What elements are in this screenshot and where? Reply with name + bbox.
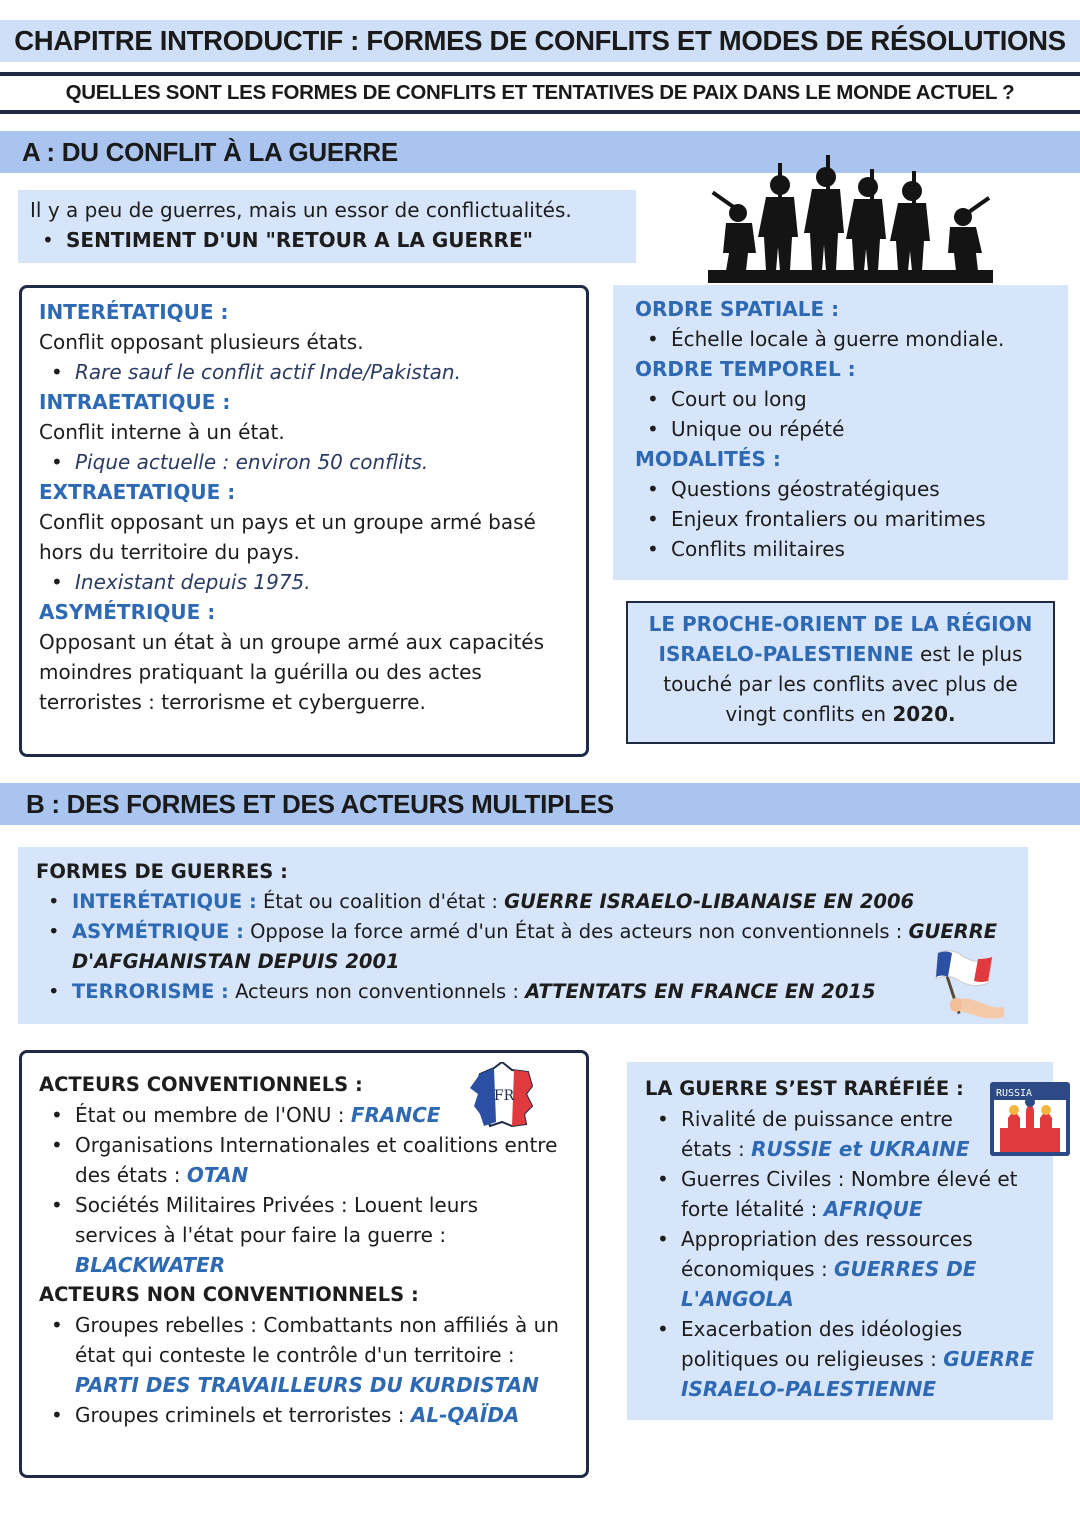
- conv-item: • État ou membre de l'ONU : FRANCE: [39, 1100, 579, 1130]
- callout-highlight-1: LE PROCHE-ORIENT DE LA RÉGION: [648, 612, 1033, 636]
- asymetrique-desc: Opposant un état à un groupe armé aux capacités moindres pratiquant la guérilla ou des actes terroristes : terrorisme et cyberguerre.: [39, 630, 545, 714]
- modalites-item: • Questions géostratégiques: [635, 474, 1068, 504]
- conflict-types-box: [19, 285, 589, 757]
- interetatique-desc: Conflit opposant plusieurs états.: [39, 330, 364, 354]
- modalites-item: • Conflits militaires: [635, 534, 1068, 564]
- temporal-item: • Unique ou répété: [635, 414, 1068, 444]
- rarefied-item: • Appropriation des ressources économiques : GUERRES DE L'ANGOLA: [645, 1224, 1021, 1314]
- conv-item: • Sociétés Militaires Privées : Louent leurs services à l'état pour faire la guerre : BLACKWATER: [39, 1190, 545, 1280]
- temporal-item: • Court ou long: [635, 384, 1068, 414]
- callout-text: est le plus touché par les conflits avec plus de vingt conflits en: [663, 642, 1023, 726]
- intraetatique-note: • Pique actuelle : environ 50 conflits.: [39, 447, 586, 477]
- extraetatique-label: EXTRAETATIQUE :: [39, 480, 236, 504]
- intraetatique-desc: Conflit interne à un état.: [39, 420, 285, 444]
- spatial-item: • Échelle locale à guerre mondiale.: [635, 324, 1068, 354]
- nonconv-label: ACTEURS NON CONVENTIONNELS :: [39, 1283, 419, 1306]
- form-item: • TERRORISME : Acteurs non conventionnels : ATTENTATS EN FRANCE EN 2015: [36, 977, 1028, 1007]
- intro-text: Il y a peu de guerres, mais un essor de conflictualités.: [30, 198, 572, 222]
- page-subtitle: QUELLES SONT LES FORMES DE CONFLITS ET TENTATIVES DE PAIX DANS LE MONDE ACTUEL ?: [65, 81, 1015, 104]
- section-b-heading: B : DES FORMES ET DES ACTEURS MULTIPLES: [26, 789, 614, 819]
- proche-orient-callout: [626, 601, 1055, 744]
- russia-badge-label: RUSSIA: [995, 1088, 1033, 1099]
- france-map-icon: [470, 1062, 538, 1128]
- callout-highlight-2: ISRAELO-PALESTIENNE: [658, 642, 914, 666]
- intraetatique-label: INTRAETATIQUE :: [39, 390, 231, 414]
- nonconv-item: • Groupes rebelles : Combattants non affiliés à un état qui conteste le contrôle d'un territoire : PARTI DES TRAVAILLEURS DU KURDISTAN: [39, 1310, 575, 1400]
- russia-kremlin-icon: [990, 1082, 1070, 1156]
- rarefied-label: LA GUERRE S’EST RARÉFIÉE :: [645, 1077, 964, 1100]
- forms-label: FORMES DE GUERRES :: [36, 860, 288, 883]
- french-flag-hand-icon: [928, 945, 1008, 1023]
- conv-item: • Organisations Internationales et coalitions entre des états : OTAN: [39, 1130, 579, 1190]
- page-title: CHAPITRE INTRODUCTIF : FORMES DE CONFLITS ET MODES DE RÉSOLUTIONS: [14, 25, 1066, 56]
- extraetatique-desc: Conflit opposant un pays et un groupe armé basé hors du territoire du pays.: [39, 510, 536, 564]
- intro-bullet: • SENTIMENT D'UN "RETOUR A LA GUERRE": [30, 225, 636, 255]
- conv-label: ACTEURS CONVENTIONNELS :: [39, 1073, 363, 1096]
- orders-panel: [613, 285, 1068, 580]
- rarefied-item: • Rivalité de puissance entre états : RUSSIE et UKRAINE: [645, 1104, 996, 1164]
- form-item: • INTERÉTATIQUE : État ou coalition d'état : GUERRE ISRAELO-LIBANAISE EN 2006: [36, 887, 1028, 917]
- soldiers-silhouette-icon: [708, 155, 993, 283]
- section-a-heading: A : DU CONFLIT À LA GUERRE: [22, 137, 398, 167]
- rarefied-item: • Exacerbation des idéologies politiques ou religieuses : GUERRE ISRAELO-PALESTIENNE: [645, 1314, 1051, 1404]
- nonconv-item: • Groupes criminels et terroristes : AL-QAÏDA: [39, 1400, 579, 1430]
- modalites-item: • Enjeux frontaliers ou maritimes: [635, 504, 1068, 534]
- extraetatique-note: • Inexistant depuis 1975.: [39, 567, 586, 597]
- temporal-label: ORDRE TEMPOREL :: [635, 357, 856, 381]
- subtitle-rule-top: [0, 72, 1080, 76]
- rarefied-item: • Guerres Civiles : Nombre élevé et forte létalité : AFRIQUE: [645, 1164, 1041, 1224]
- callout-year: 2020.: [892, 702, 956, 726]
- modalites-label: MODALITÉS :: [635, 447, 781, 471]
- spatial-label: ORDRE SPATIALE :: [635, 297, 840, 321]
- subtitle-rule-bottom: [0, 110, 1080, 114]
- asymetrique-label: ASYMÉTRIQUE :: [39, 600, 216, 624]
- france-map-label: FR: [493, 1088, 515, 1104]
- form-item: • ASYMÉTRIQUE : Oppose la force armé d'un État à des acteurs non conventionnels : GUERRE D'AFGHANISTAN DEPUIS 2001: [36, 917, 1012, 977]
- forms-panel: [18, 847, 1028, 1024]
- interetatique-note: • Rare sauf le conflit actif Inde/Pakistan.: [39, 357, 586, 387]
- intro-panel: [18, 190, 636, 263]
- interetatique-label: INTERÉTATIQUE :: [39, 300, 229, 324]
